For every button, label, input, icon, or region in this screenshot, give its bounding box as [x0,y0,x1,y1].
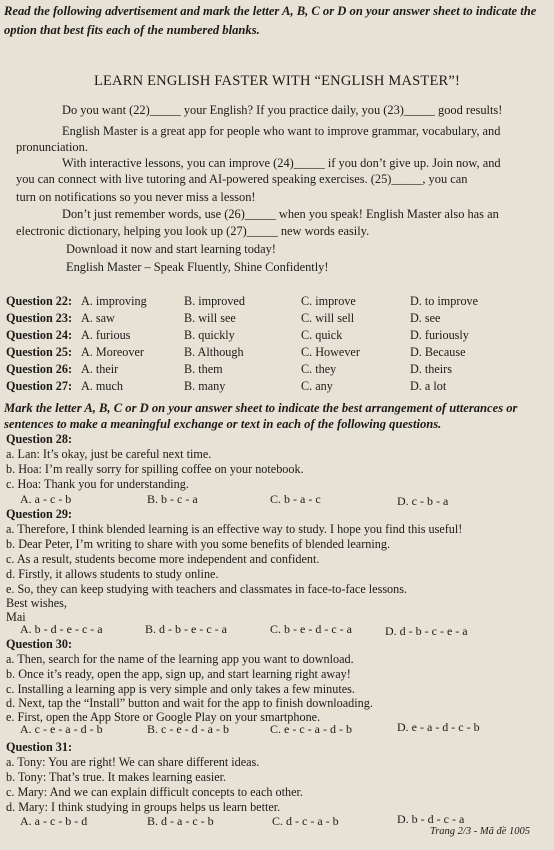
question-line: b. Dear Peter, I’m writing to share with you some benefits of blended learning. [6,537,390,551]
question-line: c. As a result, students become more independent and confident. [6,552,320,566]
option-d: D. a lot [410,379,447,393]
question-label: Question 26: [6,362,73,376]
question-heading: Question 29: [6,507,73,521]
option-a: A. a - c - b - d [20,814,88,828]
option-a: A. their [81,362,119,376]
ad-line-10: English Master – Speak Fluently, Shine Confidently! [66,260,329,274]
option-d: D. Because [410,345,466,359]
page-footer: Trang 2/3 - Mã đề 1005 [429,826,530,837]
instruction-line-1: Read the following advertisement and mark the letter A, B, C or D on your answer sheet to indicate the [4,4,537,18]
question-line: Mai [6,610,26,624]
question-line: a. Tony: You are right! We can share different ideas. [6,755,260,769]
question-line: c. Hoa: Thank you for understanding. [6,477,189,491]
option-d: D. d - b - c - e - a [385,624,468,638]
option-d: D. theirs [410,362,452,376]
ad-line-1: Do you want (22)_____ your English? If you practice daily, you (23)_____ good results! [62,103,503,117]
option-b: B. many [184,379,226,393]
advertisement-title: LEARN ENGLISH FASTER WITH “ENGLISH MASTER”! [93,73,461,89]
question-heading: Question 31: [6,740,73,754]
question-label: Question 25: [6,345,73,359]
option-b: B. will see [184,311,236,325]
question-label: Question 24: [6,328,73,342]
option-c: C. e - c - a - d - b [270,722,352,736]
option-c: C. any [301,379,333,393]
question-line: e. So, they can keep studying with teachers and classmates in face-to-face lessons. [6,582,408,596]
option-c: C. d - c - a - b [272,814,339,828]
option-b: B. quickly [184,328,235,342]
option-d: D. to improve [410,294,479,308]
instruction-line-2: option that best fits each of the numbered blanks. [4,23,260,37]
instruction-line-3: Mark the letter A, B, C or D on your answer sheet to indicate the best arrangement of utterances or [4,401,518,415]
option-a: A. saw [81,311,115,325]
option-c: C. b - e - d - c - a [270,622,352,636]
option-a: A. much [81,379,123,393]
ad-line-4: With interactive lessons, you can improve (24)_____ if you don’t give up. Join now, and [62,156,501,170]
option-b: B. b - c - a [147,492,198,506]
option-b: B. improved [184,294,245,308]
question-line: e. First, open the App Store or Google Play on your smartphone. [6,710,321,724]
option-c: C. b - a - c [270,492,321,506]
ad-line-8: electronic dictionary, helping you look up (27)_____ new words easily. [16,224,370,238]
option-b: B. d - a - c - b [147,814,214,828]
ad-line-2: English Master is a great app for people who want to improve grammar, vocabulary, and [62,124,501,138]
option-a: A. b - d - e - c - a [20,622,103,636]
question-line: b. Tony: That’s true. It makes learning easier. [6,770,227,784]
question-line: a. Therefore, I think blended learning is an effective way to study. I hope you find this useful! [6,522,463,536]
option-d: D. e - a - d - c - b [397,720,480,734]
option-c: C. will sell [301,311,355,325]
option-b: B. Although [184,345,244,359]
option-d: D. b - d - c - a [397,812,465,826]
ad-line-6: turn on notifications so you never miss a lesson! [16,190,256,204]
option-a: A. Moreover [81,345,144,359]
option-b: B. them [184,362,223,376]
question-line: c. Mary: And we can explain difficult concepts to each other. [6,785,303,799]
ad-line-9: Download it now and start learning today! [66,242,276,256]
question-label: Question 27: [6,379,73,393]
ad-line-5: you can connect with live tutoring and AI-powered speaking exercises. (25)_____, you can [16,172,468,186]
option-d: D. c - b - a [397,494,449,508]
option-d: D. see [410,311,441,325]
option-b: B. c - e - d - a - b [147,722,229,736]
question-line: a. Lan: It’s okay, just be careful next time. [6,447,212,461]
question-line: d. Firstly, it allows students to study online. [6,567,219,581]
question-line: b. Once it’s ready, open the app, sign up, and start learning right away! [6,667,351,681]
instruction-line-4: sentences to make a meaningful exchange or text in each of the following questions. [4,417,442,431]
question-heading: Question 30: [6,637,73,651]
option-a: A. c - e - a - d - b [20,722,103,736]
option-a: A. furious [81,328,131,342]
option-a: A. improving [81,294,147,308]
option-b: B. d - b - e - c - a [145,622,227,636]
option-c: C. quick [301,328,343,342]
question-line: d. Next, tap the “Install” button and wait for the app to finish downloading. [6,696,373,710]
question-line: c. Installing a learning app is very simple and only takes a few minutes. [6,682,355,696]
option-d: D. furiously [410,328,469,342]
option-a: A. a - c - b [20,492,72,506]
question-label: Question 23: [6,311,73,325]
question-line: a. Then, search for the name of the learning app you want to download. [6,652,354,666]
option-c: C. improve [301,294,356,308]
question-heading: Question 28: [6,432,73,446]
question-line: Best wishes, [6,596,67,610]
question-label: Question 22: [6,294,73,308]
question-line: b. Hoa: I’m really sorry for spilling coffee on your notebook. [6,462,304,476]
option-c: C. they [301,362,337,376]
ad-line-3: pronunciation. [16,140,88,154]
question-line: d. Mary: I think studying in groups helps us learn better. [6,800,281,814]
ad-line-7: Don’t just remember words, use (26)_____ when you speak! English Master also has an [62,207,499,221]
option-c: C. However [301,345,360,359]
